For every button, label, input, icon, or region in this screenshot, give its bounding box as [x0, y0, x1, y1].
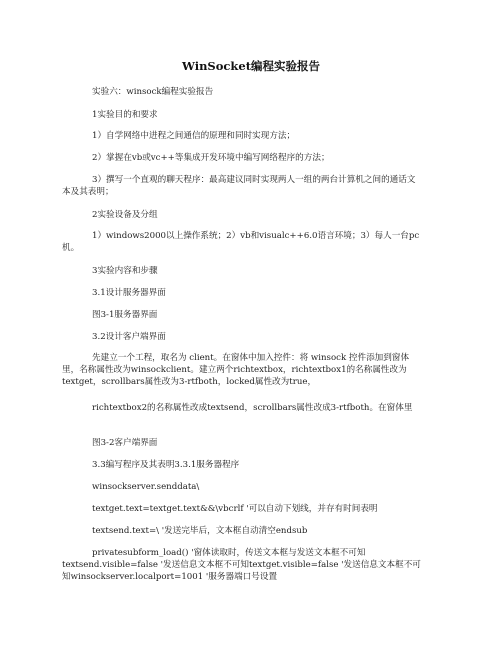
section-2-heading: 2实验设备及分组 — [92, 210, 158, 220]
subsection-3-3-heading: 3.3编写程序及其表明3.3.1服务器程序 — [92, 460, 240, 470]
section-3-heading: 3实验内容和步骤 — [92, 266, 158, 276]
code-line-textget: textget.text=textget.text&&\vbcrlf '可以自动下划线，并存有时间表明 — [92, 504, 378, 514]
figure-3-1-caption: 图3-1服务器界面 — [92, 310, 158, 320]
figure-3-2-caption: 图3-2客户端界面 — [92, 438, 158, 448]
subsection-3-2-heading: 3.2设计客户端界面 — [92, 332, 166, 342]
paragraph-aim-2: 2）掌握在vb或vc++等集成开发环境中编写网络程序的方法； — [92, 153, 330, 163]
document-title: WinSocket编程实验报告 — [181, 59, 321, 73]
paragraph-aim-1: 1）自学网络中进程之间通信的原理和同时实现方法； — [92, 131, 296, 141]
code-line-textsend: textsend.text=\ '发送完毕后，文本框自动清空endsub — [92, 526, 308, 536]
paragraph-client-setup: 先建立一个工程，取名为 client。在窗体中加入控件：将 winsock 控件添加到窗体里，名称属性改为winsockclient。建立两个richtextbox，richtextbox1的名称属性改为textget，scrollbars属性改为3-rtfboth，locked属性改为true， — [62, 353, 410, 387]
paragraph-equipment: 1）windows2000以上操作系统；2）vb和visualc++6.0语言环境；3）每人一台pc机。 — [62, 231, 420, 253]
code-block-form-load: privatesubform_load() '窗体读取时，传送文本框与发送文本框不可知textsend.visible=false '发送信息文本框不可知textget.visible=false '发送信息文本框不可知winsockserver.localport=1001 '服务器端口号设置 — [62, 548, 421, 582]
subsection-3-1-heading: 3.1设计服务器界面 — [92, 288, 166, 298]
paragraph-richtextbox2: richtextbox2的名称属性改成textsend，scrollbars属性改成3-rtfboth。在窗体里 — [92, 403, 413, 413]
code-line-senddata: winsockserver.senddata\ — [92, 482, 200, 492]
experiment-heading: 实验六：winsock编程实验报告 — [92, 87, 214, 97]
section-1-heading: 1实验目的和要求 — [92, 110, 158, 120]
paragraph-aim-3: 3）撰写一个直观的聊天程序：最高建议同时实现两人一组的两台计算机之间的通话文本及其表明； — [62, 175, 416, 197]
